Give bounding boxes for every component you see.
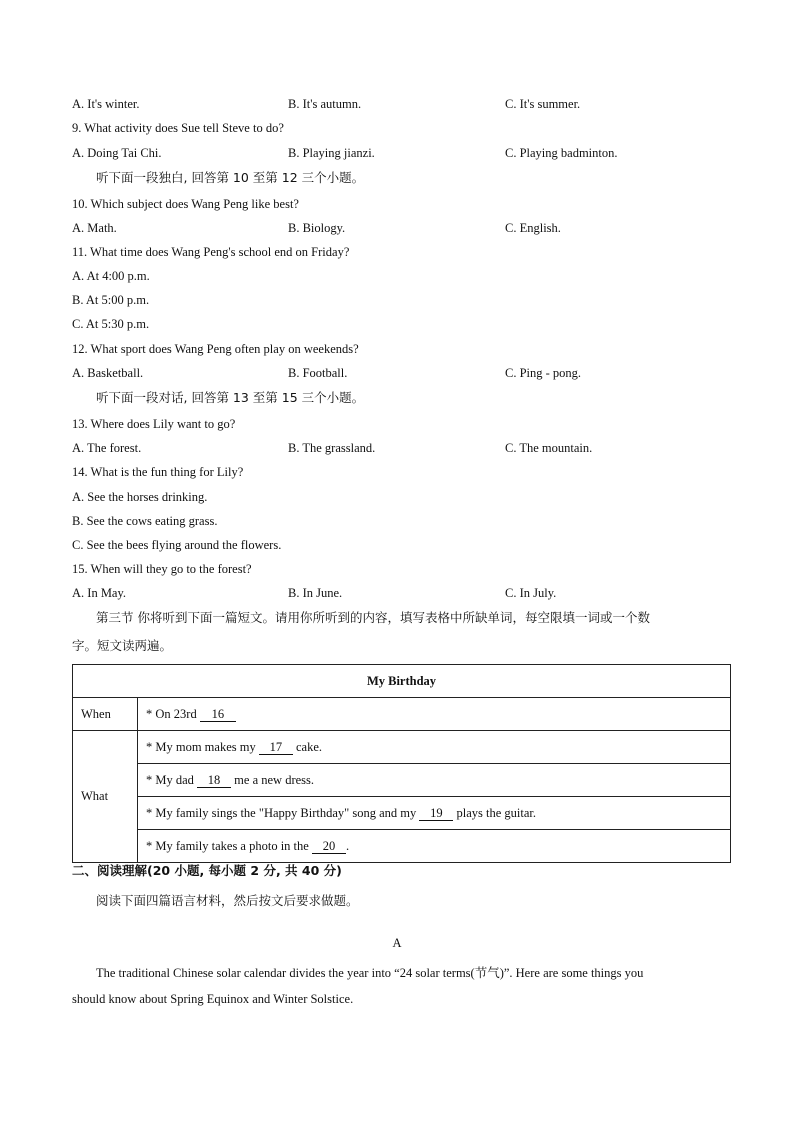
section3-instruction-line1: 第三节 你将听到下面一篇短文。请用你所听到的内容，填写表格中所缺单词，每空限填一词或一个数	[96, 610, 650, 625]
q10-option-c: C. English.	[505, 221, 561, 235]
row-20-text: * My family takes a photo in the	[146, 838, 312, 853]
blank-20: 20	[312, 840, 346, 854]
q15-option-c: C. In July.	[505, 586, 557, 600]
q12-option-c: C. Ping - pong.	[505, 366, 582, 380]
q12-option-b: B. Football.	[288, 366, 348, 380]
instruction-10-12: 听下面一段独白, 回答第 10 至第 12 三个小题。	[96, 170, 365, 185]
passage-a-intro	[72, 960, 724, 1012]
q14-option-a: A. See the horses drinking.	[72, 490, 208, 504]
q8-option-c: C. It's summer.	[505, 97, 581, 111]
q14-option-b: B. See the cows eating grass.	[72, 514, 218, 528]
row-18-post: me a new dress.	[231, 772, 315, 787]
blank-16: 16	[200, 708, 236, 722]
q8-option-b: B. It's autumn.	[288, 97, 362, 111]
row-19-post: plays the guitar.	[453, 805, 537, 820]
q10-option-a: A. Math.	[72, 221, 117, 235]
section3-instruction-line2: 字。短文读两遍。	[72, 638, 173, 653]
table-row-20	[138, 830, 731, 863]
q10-stem: 10. Which subject does Wang Peng like best?	[72, 197, 299, 211]
q13-option-b: B. The grassland.	[288, 441, 376, 455]
q14-stem: 14. What is the fun thing for Lily?	[72, 465, 244, 479]
row-17-post: cake.	[292, 739, 322, 754]
table-title: My Birthday	[73, 665, 731, 698]
q8-option-a: A. It's winter.	[72, 97, 140, 111]
q15-option-a: A. In May.	[72, 586, 127, 600]
passage-line-2: should know about Spring Equinox and Winter Solstice.	[72, 992, 354, 1006]
row-16-text: * On 23rd	[146, 706, 200, 721]
q11-option-c: C. At 5:30 p.m.	[72, 317, 150, 331]
row-17-text: * My mom makes my	[146, 739, 259, 754]
what-label: What	[73, 731, 138, 863]
q9-option-a: A. Doing Tai Chi.	[72, 146, 162, 160]
q11-option-b: B. At 5:00 p.m.	[72, 293, 150, 307]
q9-option-c: C. Playing badminton.	[505, 146, 618, 160]
q15-stem: 15. When will they go to the forest?	[72, 562, 252, 576]
part2-heading: 二、阅读理解(20 小题, 每小题 2 分, 共 40 分)	[72, 863, 342, 878]
q13-option-a: A. The forest.	[72, 441, 142, 455]
passage-line-1: The traditional Chinese solar calendar divides the year into “24 solar terms(节气)”. Here are some things you	[96, 966, 644, 980]
q14-option-c: C. See the bees flying around the flowers.	[72, 538, 282, 552]
q12-stem: 12. What sport does Wang Peng often play on weekends?	[72, 342, 359, 356]
part2-instruction: 阅读下面四篇语言材料，然后按文后要求做题。	[96, 893, 359, 908]
table-row-19	[138, 797, 731, 830]
q10-option-b: B. Biology.	[288, 221, 346, 235]
row-19-text: * My family sings the "Happy Birthday" song and my	[146, 805, 420, 820]
q13-option-c: C. The mountain.	[505, 441, 593, 455]
table-row-16	[138, 698, 731, 731]
blank-19: 19	[419, 807, 453, 821]
q13-stem: 13. Where does Lily want to go?	[72, 417, 236, 431]
when-label: When	[73, 698, 138, 731]
instruction-13-15: 听下面一段对话, 回答第 13 至第 15 三个小题。	[96, 390, 365, 405]
passage-label: A	[392, 936, 402, 950]
q11-stem: 11. What time does Wang Peng's school end on Friday?	[72, 245, 350, 259]
row-18-text: * My dad	[146, 772, 198, 787]
row-20-post: .	[345, 838, 350, 853]
q11-option-a: A. At 4:00 p.m.	[72, 269, 150, 283]
table-row-17	[138, 731, 731, 764]
q12-option-a: A. Basketball.	[72, 366, 144, 380]
q9-stem: 9. What activity does Sue tell Steve to do?	[72, 121, 284, 135]
q9-option-b: B. Playing jianzi.	[288, 146, 375, 160]
table-row-18	[138, 764, 731, 797]
q15-option-b: B. In June.	[288, 586, 343, 600]
blank-18: 18	[197, 774, 231, 788]
birthday-table	[72, 664, 731, 863]
blank-17: 17	[259, 741, 293, 755]
